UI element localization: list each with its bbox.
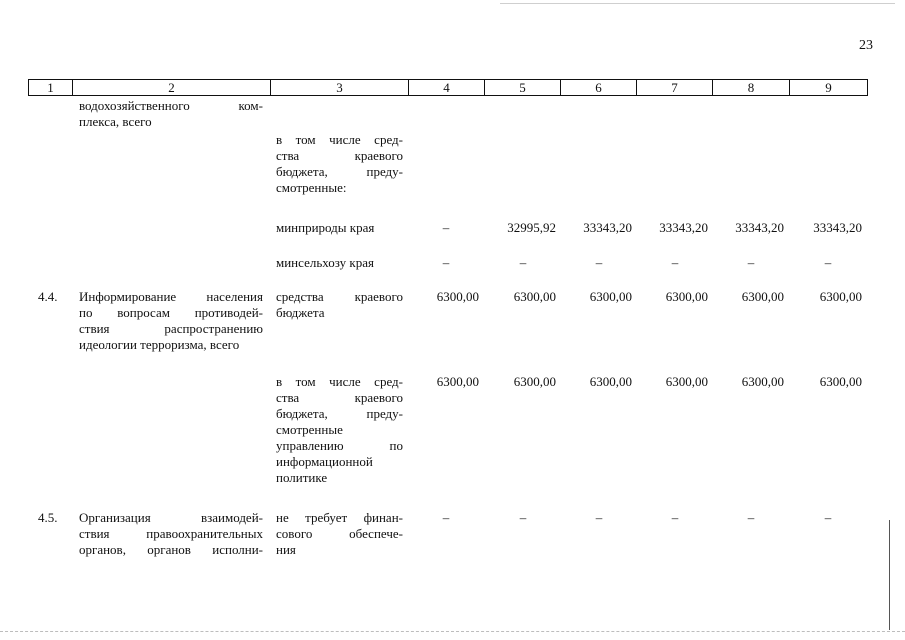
top-rule	[500, 3, 895, 4]
text-line: средства краевого	[276, 289, 403, 304]
header-col-2: 2	[73, 80, 271, 95]
row-6-value-6: –	[595, 510, 603, 525]
row-4-value-9: 6300,00	[819, 289, 862, 304]
text-line: ния	[276, 542, 296, 557]
text-line: ствия распространению	[79, 321, 263, 336]
row-4-value-4: 6300,00	[436, 289, 479, 304]
row-3-value-5: –	[519, 255, 527, 270]
header-col-9: 9	[825, 80, 832, 95]
header-col-1: 1	[29, 80, 73, 95]
row-6-description	[79, 510, 263, 558]
text-line: информационной	[276, 454, 373, 469]
header-col-8: 8	[713, 80, 790, 95]
scan-edge-line	[889, 520, 890, 630]
row-6-source	[276, 510, 403, 558]
text-line: Организация взаимодей-	[79, 510, 263, 525]
row-5-source	[276, 374, 403, 486]
header-col-3: 3	[271, 80, 409, 95]
row-5-value-4: 6300,00	[436, 374, 479, 389]
row-3-value-6: –	[595, 255, 603, 270]
text-line: плекса, всего	[79, 114, 152, 129]
row-3-value-9: –	[824, 255, 832, 270]
page-number: 23	[859, 38, 873, 53]
header-col-5: 5	[485, 80, 561, 95]
text-line: в том числе сред-	[276, 374, 403, 389]
row-5-value-7: 6300,00	[665, 374, 708, 389]
text-line: органов, органов исполни-	[79, 542, 263, 557]
text-line: ства краевого	[276, 148, 403, 163]
header-col-6: 6	[561, 80, 637, 95]
text-line: ства краевого	[276, 390, 403, 405]
row-6-number: 4.5.	[38, 510, 58, 525]
text-line: управлению по	[276, 438, 403, 453]
text-line: сового обеспече-	[276, 526, 403, 541]
text-line: не требует финан-	[276, 510, 403, 525]
header-col-4: 4	[409, 80, 485, 95]
text-line: смотренные	[276, 422, 343, 437]
row-2-value-6: 33343,20	[583, 220, 632, 235]
text-line: бюджета, преду-	[276, 406, 403, 421]
row-3-source: минсельхозу края	[276, 255, 374, 270]
row-6-value-7: –	[671, 510, 679, 525]
text-line: по вопросам противодей-	[79, 305, 263, 320]
row-2-value-9: 33343,20	[813, 220, 862, 235]
text-line: водохозяйственного ком-	[79, 98, 263, 113]
text-line: смотренные:	[276, 180, 347, 195]
row-4-value-7: 6300,00	[665, 289, 708, 304]
text-line: ствия правоохранительных	[79, 526, 263, 541]
text-line: бюджета, преду-	[276, 164, 403, 179]
row-4-value-5: 6300,00	[513, 289, 556, 304]
row-0-description	[79, 98, 263, 130]
text-line: Информирование населения	[79, 289, 263, 304]
row-2-value-5: 32995,92	[507, 220, 556, 235]
row-2-value-7: 33343,20	[659, 220, 708, 235]
row-3-value-7: –	[671, 255, 679, 270]
row-2-value-4: –	[442, 220, 450, 235]
row-4-source	[276, 289, 403, 321]
text-line: в том числе сред-	[276, 132, 403, 147]
row-3-value-4: –	[442, 255, 450, 270]
row-4-description	[79, 289, 263, 353]
row-6-value-8: –	[747, 510, 755, 525]
row-5-value-6: 6300,00	[589, 374, 632, 389]
row-6-value-4: –	[442, 510, 450, 525]
row-5-value-8: 6300,00	[741, 374, 784, 389]
row-4-value-6: 6300,00	[589, 289, 632, 304]
row-2-value-8: 33343,20	[735, 220, 784, 235]
row-4-number: 4.4.	[38, 289, 58, 304]
row-4-value-8: 6300,00	[741, 289, 784, 304]
row-2-source: минприроды края	[276, 220, 375, 235]
row-5-value-9: 6300,00	[819, 374, 862, 389]
text-line: идеологии терроризма, всего	[79, 337, 240, 352]
row-3-value-8: –	[747, 255, 755, 270]
row-6-value-9: –	[824, 510, 832, 525]
table-header-row	[28, 79, 868, 96]
row-5-value-5: 6300,00	[513, 374, 556, 389]
row-1-source	[276, 132, 403, 196]
bottom-rule	[0, 631, 905, 632]
row-6-value-5: –	[519, 510, 527, 525]
text-line: бюджета	[276, 305, 325, 320]
header-col-7: 7	[637, 80, 713, 95]
text-line: политике	[276, 470, 328, 485]
